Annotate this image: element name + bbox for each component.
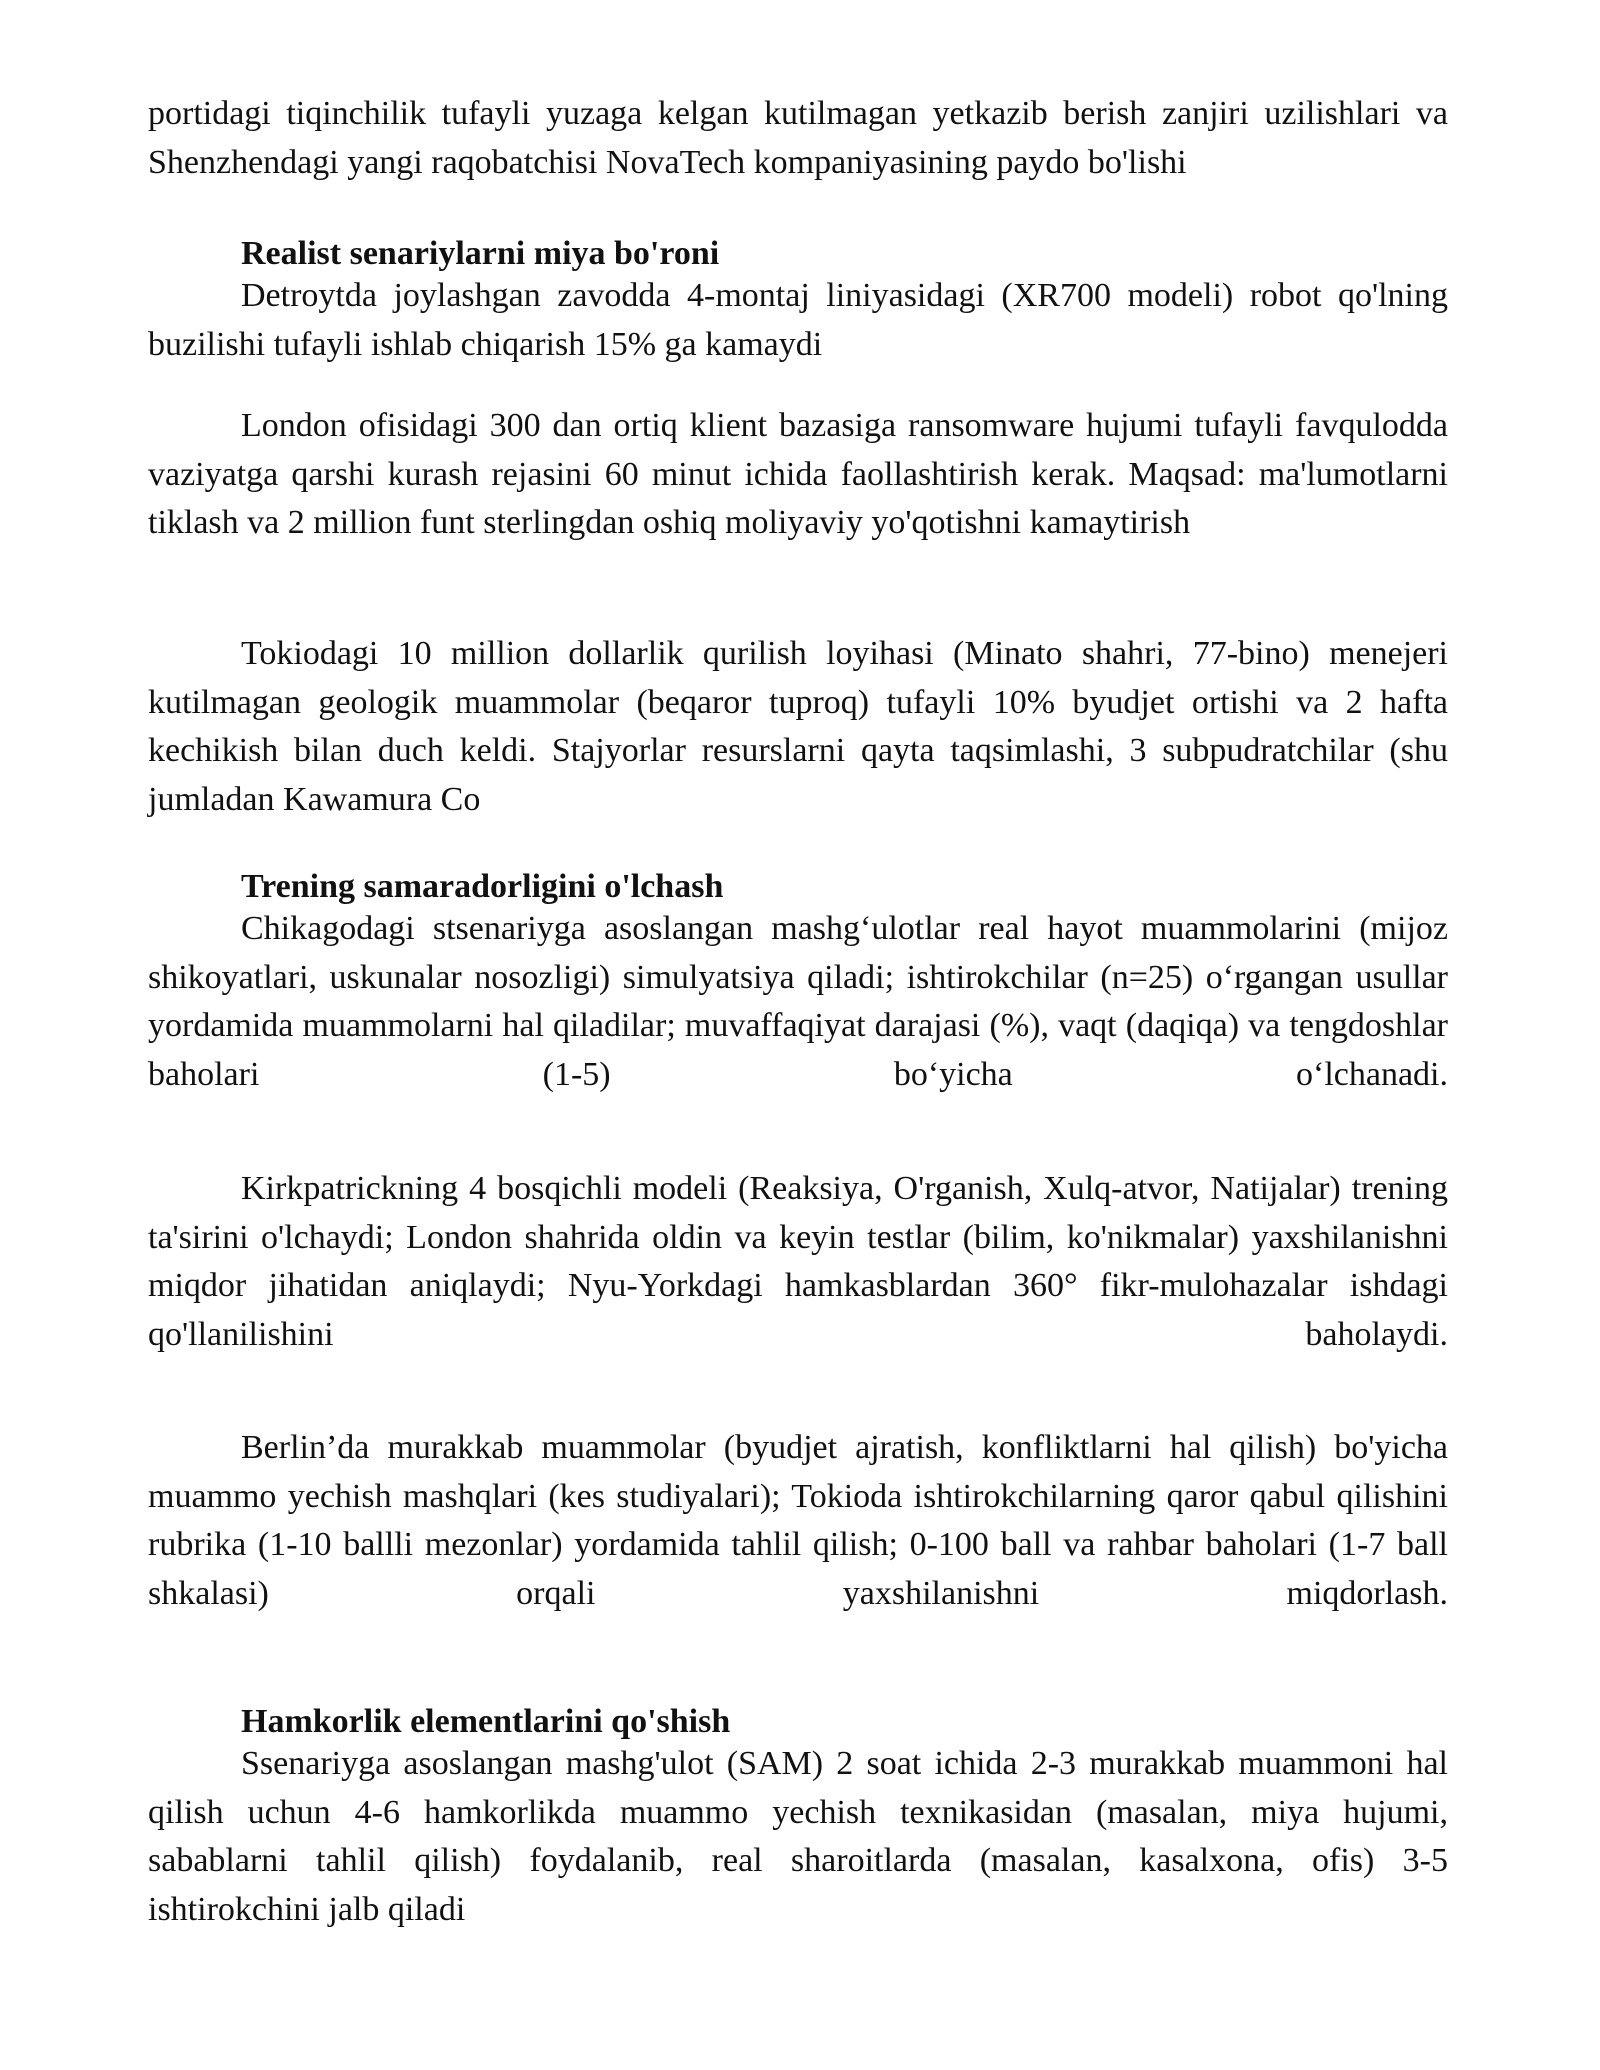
paragraph-detroit: Detroytda joylashgan zavodda 4-montaj liniyasidagi (XR700 modeli) robot qo'lning buzilishi tufayli ishlab chiqarish 15% ga kamaydi — [148, 277, 1448, 363]
paragraph-tokyo-construction: Tokiodagi 10 million dollarlik qurilish loyihasi (Minato shahri, 77-bino) menejeri kutilmagan geologik muammolar (beqaror tuproq) tufayli 10% byudjet ortishi va 2 hafta kechikish bilan duch keldi. Stajyorlar resurslarni qayta taqsimlashi, 3 subpudratchilar (shu jumladan Kawamura Co — [148, 635, 1448, 818]
section-heading-brainstorm: Realist senariylarni miya bo'roni — [241, 235, 720, 272]
paragraph-chicago: Chikagodagi stsenariyga asoslangan mashg‘ulotlar real hayot muammolarini (mijoz shikoyatlari, uskunalar nosozligi) simulyatsiya qiladi; ishtirokchilar (n=25) o‘rgangan usullar yordamida muammolarni hal qiladilar; muvaffaqiyat darajasi (%), vaqt (daqiqa) va tengdoshlar baholari (1-5) bo‘yicha o‘lchanadi. — [148, 910, 1448, 1093]
paragraph-berlin: Berlin’da murakkab muammolar (byudjet ajratish, konfliktlarni hal qilish) bo'yicha muammo yechish mashqlari (kes studiyalari); Tokioda ishtirokchilarning qaror qabul qilishini rubrika (1-10 ballli mezonlar) yordamida tahlil qilish; 0-100 ball va rahbar baholari (1-7 ball shkalasi) orqali yaxshilanishni miqdorlash. — [148, 1429, 1448, 1612]
paragraph-sam: Ssenariyga asoslangan mashg'ulot (SAM) 2 soat ichida 2-3 murakkab muammoni hal qilish uchun 4-6 hamkorlikda muammo yechish texnikasidan (masalan, miya hujumi, sabablarni tahlil qilish) foydalanib, real sharoitlarda (masalan, kasalxona, ofis) 3-5 ishtirokchini jalb qiladi — [148, 1745, 1448, 1928]
paragraph-kirkpatrick: Kirkpatrickning 4 bosqichli modeli (Reaksiya, O'rganish, Xulq-atvor, Natijalar) trening ta'sirini o'lchaydi; London shahrida oldin va keyin testlar (bilim, ko'nikmalar) yaxshilanishni miqdor jihatidan aniqlaydi; Nyu-Yorkdagi hamkasblardan 360° fikr-mulohazalar ishdagi qo'llanilishini baholaydi. — [148, 1170, 1448, 1353]
intro-paragraph: portidagi tiqinchilik tufayli yuzaga kelgan kutilmagan yetkazib berish zanjiri uzilishlari va Shenzhendagi yangi raqobatchisi NovaTech kompaniyasining paydo bo'lishi — [148, 95, 1448, 181]
section-heading-collaboration: Hamkorlik elementlarini qo'shish — [241, 1703, 731, 1740]
section-heading-training-effectiveness: Trening samaradorligini o'lchash — [241, 868, 724, 905]
paragraph-london-ransomware: London ofisidagi 300 dan ortiq klient bazasiga ransomware hujumi tufayli favqulodda vaziyatga qarshi kurash rejasini 60 minut ichida faollashtirish kerak. Maqsad: ma'lumotlarni tiklash va 2 million funt sterlingdan oshiq moliyaviy yo'qotishni kamaytirish — [148, 407, 1448, 541]
